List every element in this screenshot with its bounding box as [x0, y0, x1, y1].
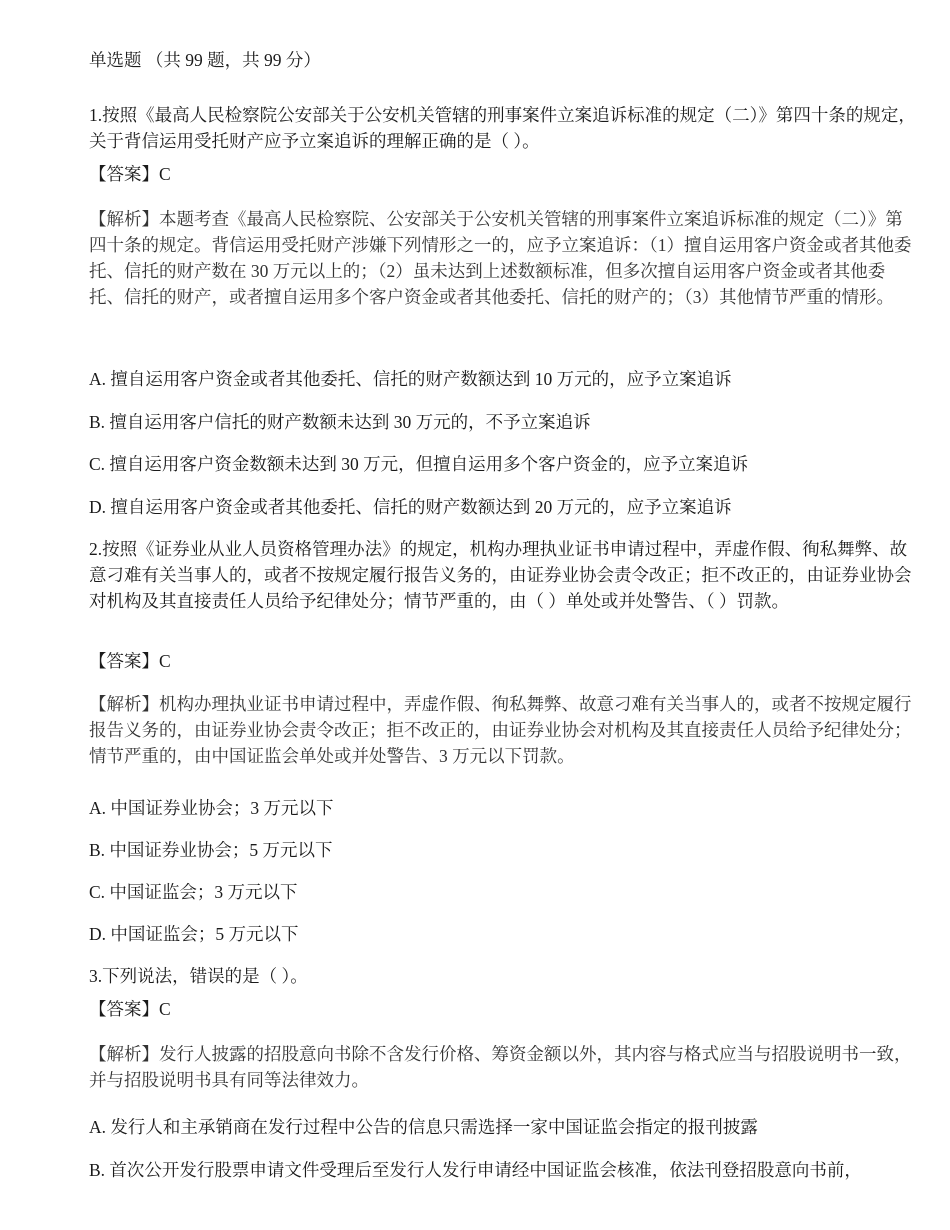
option-a: A. 中国证券业协会；3 万元以下: [89, 798, 334, 818]
option-b: B. 擅自运用客户信托的财产数额未达到 30 万元的，不予立案追诉: [89, 412, 591, 432]
option-c: C. 中国证监会；3 万元以下: [89, 882, 298, 902]
question-stem: 3.下列说法，错误的是（ ）。: [89, 966, 308, 986]
question-stem: 2.按照《证券业从业人员资格管理办法》的规定，机构办理执业证书申请过程中，弄虚作假、徇私舞弊、故意刁难有关当事人的，或者不按规定履行报告义务的，由证券业协会责令改正；拒不改正的，由证券业协会对机构及其直接责任人员给予纪律处分；情节严重的，由（ ）单处或并处警告、（ ）罚款。: [89, 539, 912, 611]
option-b: B. 中国证券业协会；5 万元以下: [89, 840, 333, 860]
analysis-text: 【解析】本题考查《最高人民检察院、公安部关于公安机关管辖的刑事案件立案追诉标准的规定（二）》第四十条的规定。背信运用受托财产涉嫌下列情形之一的，应予立案追诉：（1）擅自运用客户资金或者其他委托、信托的财产数在 30 万元以上的；（2）虽未达到上述数额标准，但多次擅自运用客户资金或者其他委托、信托的财产，或者擅自运用多个客户资金或者其他委托、信托的财产的；（3）其他情节严重的情形。: [89, 209, 912, 307]
option-d: D. 擅自运用客户资金或者其他委托、信托的财产数额达到 20 万元的，应予立案追诉: [89, 497, 732, 517]
option-d: D. 中国证监会；5 万元以下: [89, 924, 299, 944]
analysis-text: 【解析】机构办理执业证书申请过程中，弄虚作假、徇私舞弊、故意刁难有关当事人的，或者不按规定履行报告义务的，由证券业协会责令改正；拒不改正的，由证券业协会对机构及其直接责任人员给予纪律处分；情节严重的，由中国证监会单处或并处警告、3 万元以下罚款。: [89, 694, 912, 766]
answer-line: 【答案】C: [89, 999, 171, 1019]
option-b: B. 首次公开发行股票申请文件受理后至发行人发行申请经中国证监会核准，依法刊登招股意向书前，: [89, 1160, 862, 1180]
option-a: A. 发行人和主承销商在发行过程中公告的信息只需选择一家中国证监会指定的报刊披露: [89, 1117, 758, 1137]
option-a: A. 擅自运用客户资金或者其他委托、信托的财产数额达到 10 万元的，应予立案追诉: [89, 369, 732, 389]
answer-line: 【答案】C: [89, 164, 171, 184]
option-c: C. 擅自运用客户资金数额未达到 30 万元，但擅自运用多个客户资金的，应予立案追诉: [89, 454, 749, 474]
section-header: 单选题 （共 99 题，共 99 分）: [89, 50, 321, 70]
answer-line: 【答案】C: [89, 651, 171, 671]
analysis-text: 【解析】发行人披露的招股意向书除不含发行价格、筹资金额以外，其内容与格式应当与招股说明书一致，并与招股说明书具有同等法律效力。: [89, 1044, 912, 1090]
question-stem: 1.按照《最高人民检察院公安部关于公安机关管辖的刑事案件立案追诉标准的规定（二）》第四十条的规定，关于背信运用受托财产应予立案追诉的理解正确的是（ ）。: [89, 105, 916, 151]
